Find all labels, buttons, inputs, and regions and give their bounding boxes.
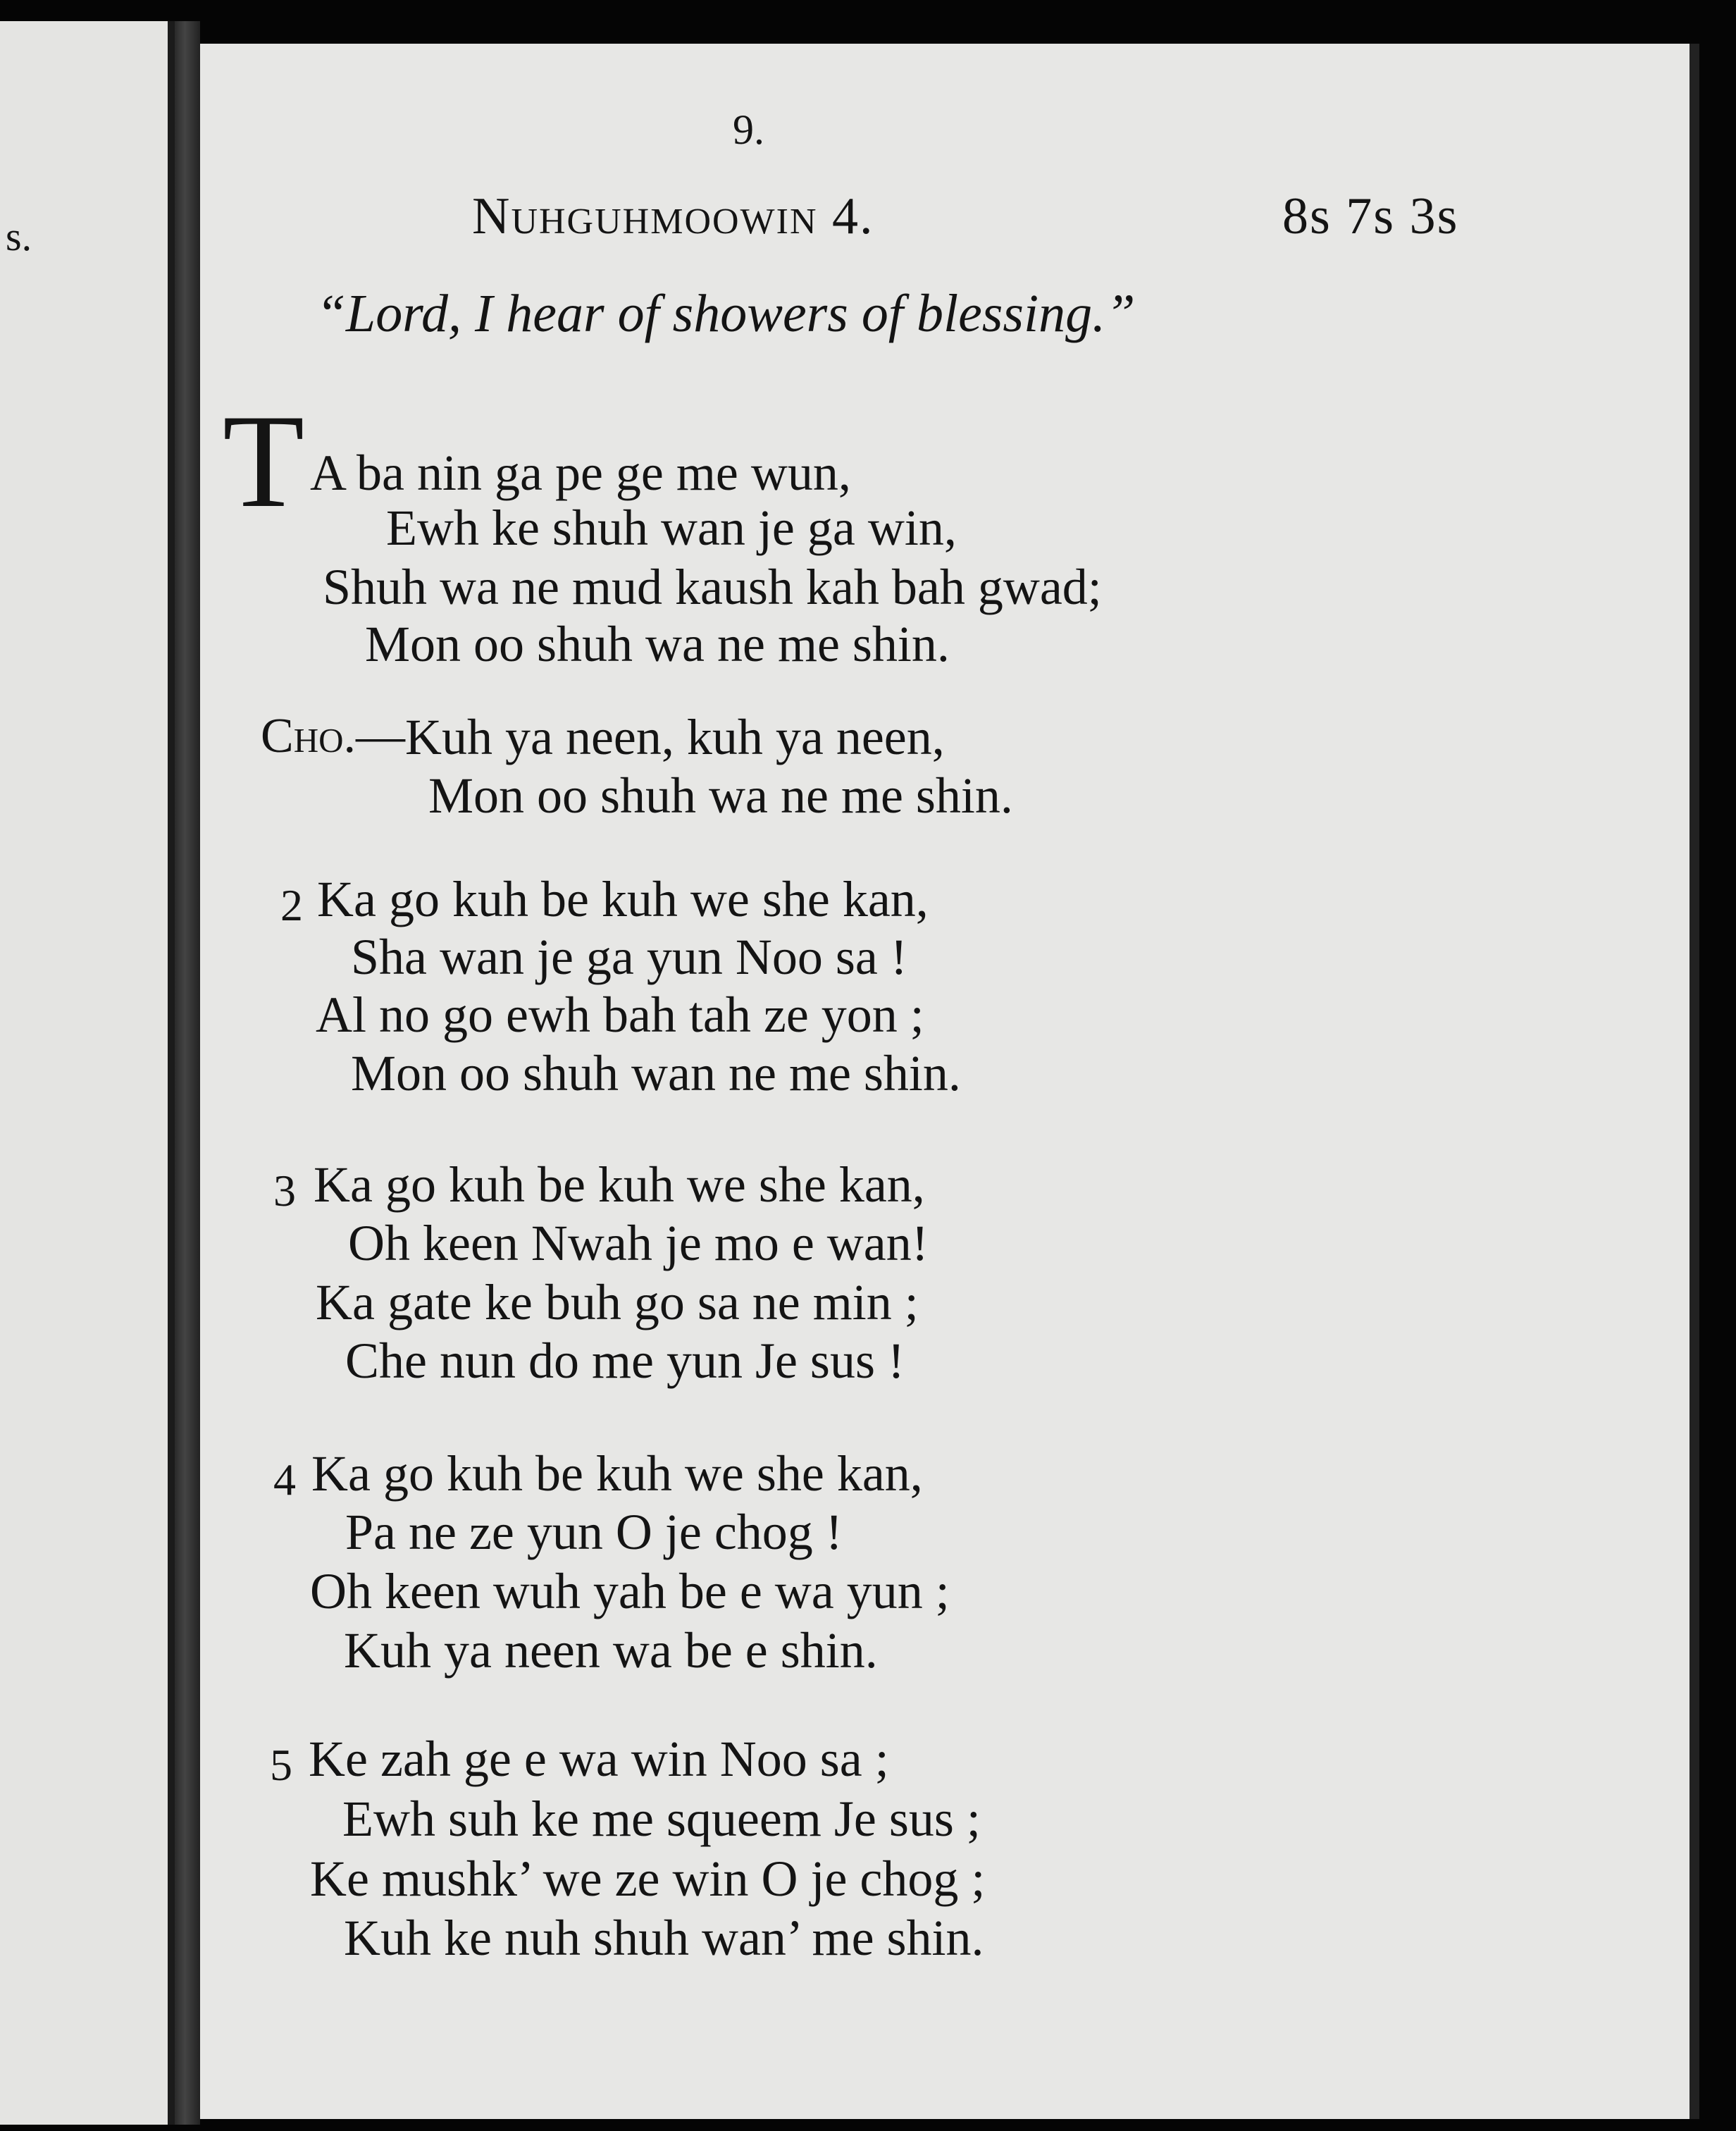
- verse-4-line-1: Ka go kuh be kuh we she kan,: [311, 1445, 923, 1502]
- drop-cap: T: [223, 388, 305, 536]
- verse-5-line-1: Ke zah ge e wa win Noo sa ;: [309, 1731, 889, 1787]
- verse-4-line-3: Oh keen wuh yah be e wa yun ;: [310, 1563, 950, 1619]
- verse-number: 4: [273, 1454, 296, 1505]
- verse-2-line-1: Ka go kuh be kuh we she kan,: [317, 871, 929, 927]
- verse-4-line-4: Kuh ya neen wa be e shin.: [344, 1622, 878, 1679]
- chorus-line-2: Mon oo shuh wa ne me shin.: [428, 767, 1013, 824]
- verse-3-line-2: Oh keen Nwah je mo e wan!: [348, 1215, 929, 1271]
- left-page: [0, 21, 175, 2125]
- hymn-subtitle: “Lord, I hear of showers of blessing.”: [316, 284, 1136, 343]
- hymn-title: Nuhguhmoowin 4.: [472, 187, 874, 245]
- hymn-meter: 8s 7s 3s: [1282, 187, 1459, 245]
- verse-2-line-4: Mon oo shuh wan ne me shin.: [351, 1045, 961, 1101]
- verse-number: 3: [273, 1166, 296, 1216]
- left-page-text-fragment: s.: [6, 214, 32, 259]
- verse-5-line-2: Ewh suh ke me squeem Je sus ;: [342, 1791, 981, 1847]
- verse-3-line-3: Ka gate ke buh go sa ne min ;: [316, 1274, 919, 1330]
- verse-3-line-1: Ka go kuh be kuh we she kan,: [314, 1156, 925, 1213]
- verse-4-line-2: Pa ne ze yun O je chog !: [345, 1504, 843, 1560]
- verse-3-line-4: Che nun do me yun Je sus !: [345, 1333, 905, 1389]
- verse-5-line-4: Kuh ke nuh shuh wan’ me shin.: [344, 1910, 984, 1966]
- verse-number: 5: [270, 1740, 292, 1790]
- verse-1-line-2: Ewh ke shuh wan je ga win,: [386, 500, 957, 556]
- chorus-label: Cho.—: [261, 709, 405, 763]
- verse-1-line-1: A ba nin ga pe ge me wun,: [310, 445, 851, 501]
- book-gutter: [175, 21, 200, 2125]
- verse-2-line-3: Al no go ewh bah tah ze yon ;: [316, 987, 924, 1043]
- verse-1-line-3: Shuh wa ne mud kaush kah bah gwad;: [323, 559, 1102, 615]
- verse-2-line-2: Sha wan je ga yun Noo sa !: [351, 929, 907, 985]
- verse-number: 2: [280, 880, 303, 930]
- verse-1-line-4: Mon oo shuh wa ne me shin.: [365, 616, 950, 672]
- verse-5-line-3: Ke mushk’ we ze win O je chog ;: [310, 1851, 986, 1907]
- chorus-line-1: Kuh ya neen, kuh ya neen,: [405, 709, 945, 765]
- page-number: 9.: [733, 106, 764, 153]
